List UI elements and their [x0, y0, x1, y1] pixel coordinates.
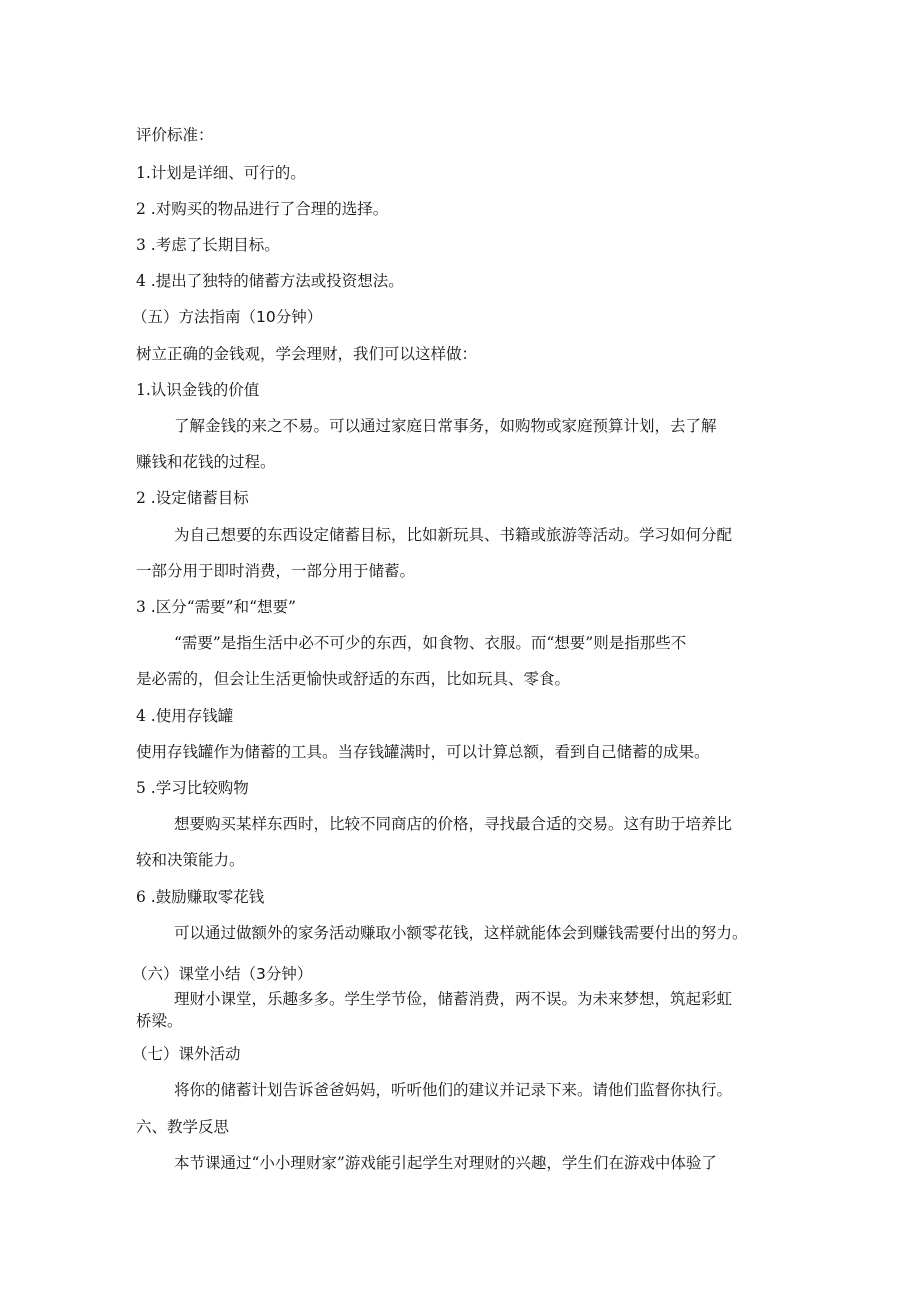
criteria-item-2: 2 .对购买的物品进行了合理的选择。 [136, 200, 389, 218]
criteria-item-1: 1.计划是详细、可行的。 [136, 164, 306, 182]
tip-3-title: 3 .区分“需要”和“想要” [136, 598, 296, 616]
reflection-body-line-1: 本节课通过“小小理财家”游戏能引起学生对理财的兴趣，学生们在游戏中体验了 [174, 1154, 717, 1172]
tip-5-body-line-1: 想要购买某样东西时，比较不同商店的价格，寻找最合适的交易。这有助于培养比 [174, 815, 733, 833]
intro-paragraph: 树立正确的金钱观，学会理财，我们可以这样做： [136, 345, 478, 363]
tip-5-title: 5 .学习比较购物 [136, 779, 249, 797]
section-heading-reflection: 六、教学反思 [136, 1118, 230, 1136]
tip-5-body-line-2: 较和决策能力。 [136, 851, 245, 869]
tip-1-body-line-2: 赚钱和花钱的过程。 [136, 453, 276, 471]
criteria-item-4: 4 .提出了独特的储蓄方法或投资想法。 [136, 272, 404, 290]
tip-6-title: 6 .鼓励赚取零花钱 [136, 888, 265, 906]
summary-body-line-1: 理财小课堂，乐趣多多。学生学节俭，储蓄消费，两不误。为未来梦想，筑起彩虹 [174, 990, 733, 1008]
tip-2-title: 2 .设定储蓄目标 [136, 489, 249, 507]
tip-3-body-line-2: 是必需的，但会让生活更愉快或舒适的东西，比如玩具、零食。 [136, 670, 571, 688]
tip-1-title: 1.认识金钱的价值 [136, 381, 260, 399]
tip-2-body-line-1: 为自己想要的东西设定储蓄目标，比如新玩具、书籍或旅游等活动。学习如何分配 [174, 526, 733, 544]
summary-body-line-2: 桥梁。 [136, 1012, 183, 1030]
tip-4-title: 4 .使用存钱罐 [136, 707, 234, 725]
section-heading-method-guide: （五）方法指南（10分钟） [132, 308, 323, 326]
evaluation-criteria-heading: 评价标准： [136, 126, 214, 144]
criteria-item-3: 3 .考虑了长期目标。 [136, 236, 280, 254]
tip-2-body-line-2: 一部分用于即时消费，一部分用于储蓄。 [136, 562, 416, 580]
tip-4-body: 使用存钱罐作为储蓄的工具。当存钱罐满时，可以计算总额，看到自己储蓄的成果。 [136, 743, 710, 761]
tip-1-body-line-1: 了解金钱的来之不易。可以通过家庭日常事务，如购物或家庭预算计划，去了解 [174, 417, 717, 435]
section-heading-extracurricular: （七）课外活动 [132, 1045, 241, 1063]
section-heading-summary: （六）课堂小结（3分钟） [132, 965, 313, 983]
extracurricular-body: 将你的储蓄计划告诉爸爸妈妈，听听他们的建议并记录下来。请他们监督你执行。 [174, 1081, 733, 1099]
tip-6-body: 可以通过做额外的家务活动赚取小额零花钱，这样就能体会到赚钱需要付出的努力。 [174, 924, 748, 942]
tip-3-body-line-1: “需要”是指生活中必不可少的东西，如食物、衣服。而“想要”则是指那些不 [174, 634, 687, 652]
